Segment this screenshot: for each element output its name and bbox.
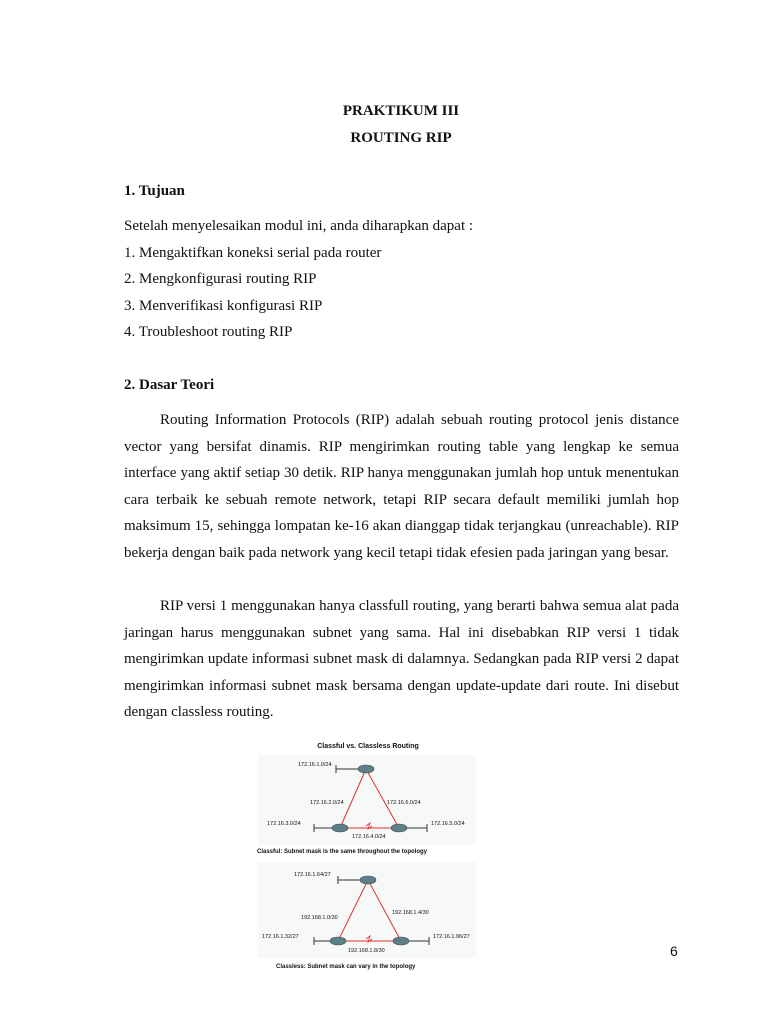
network-label: 172.16.5.0/24: [431, 821, 465, 827]
router-icon: [360, 876, 376, 884]
tujuan-intro: Setelah menyelesaikan modul ini, anda diharapkan dapat :: [124, 218, 474, 234]
classless-topology: [258, 862, 476, 970]
network-label: 192.168.1.4/30: [392, 910, 429, 916]
tujuan-item: 2. Mengkonfigurasi routing RIP: [124, 271, 317, 287]
paragraph-text: Routing Information Protocols (RIP) adalah sebuah routing protocol jenis distance vector yang bersifat dinamis. RIP mengirimkan routing table yang lengkap ke semua interface yang aktif setiap 30 detik. RIP hanya menggunakan jumlah hop untuk menentukan cara terbaik ke sebuah remote network, tetapi RIP secara default memiliki jumlah hop maksimum 15, sehingga lompatan ke-16 akan dianggap tidak terjangkau (unreachable). RIP bekerja dengan baik pada network yang kecil tetapi tidak efesien pada jaringan yang besar.: [124, 412, 679, 561]
tujuan-item: 4. Troubleshoot routing RIP: [124, 324, 293, 340]
tujuan-item: 1. Mengaktifkan koneksi serial pada router: [124, 245, 382, 261]
network-label: 172.16.2.0/24: [310, 800, 344, 806]
classless-caption: Classless: Subnet mask can vary in the topology: [276, 964, 416, 970]
document-subtitle: ROUTING RIP: [350, 130, 452, 146]
page-number: 6: [670, 943, 678, 959]
paragraph-text: RIP versi 1 menggunakan hanya classfull routing, yang berarti bahwa semua alat pada jaringan harus menggunakan subnet yang sama. Hal ini disebabkan RIP versi 1 tidak mengirimkan update informasi subnet mask di dalamnya. Sedangkan pada RIP versi 2 dapat mengirimkan informasi subnet mask bersama dengan update-update dari route. Ini disebut dengan classless routing.: [124, 598, 679, 720]
router-icon: [393, 937, 409, 945]
network-label: 172.16.1.32/27: [262, 934, 299, 940]
section-heading-dasar-teori: 2. Dasar Teori: [124, 377, 215, 393]
routing-diagram: [254, 738, 482, 974]
network-label: 172.16.3.0/24: [267, 821, 301, 827]
classful-topology: [257, 755, 476, 855]
network-label: 172.16.4.0/24: [352, 834, 386, 840]
router-icon: [330, 937, 346, 945]
network-label: 172.16.1.96/27: [433, 934, 470, 940]
router-icon: [391, 824, 407, 832]
section-heading-tujuan: 1. Tujuan: [124, 183, 185, 199]
network-label: 192.168.1.8/30: [348, 948, 385, 954]
figure-title: Classful vs. Classless Routing: [317, 743, 419, 750]
tujuan-item: 3. Menverifikasi konfigurasi RIP: [124, 298, 323, 314]
paragraph-rip-intro: [124, 407, 679, 566]
document-title: PRAKTIKUM III: [342, 103, 460, 119]
network-label: 172.16.6.0/24: [387, 800, 421, 806]
network-label: 172.16.1.64/27: [294, 872, 331, 878]
router-icon: [332, 824, 348, 832]
network-label: 192.168.1.0/30: [301, 915, 338, 921]
router-icon: [358, 765, 374, 773]
paragraph-rip-versions: [124, 593, 679, 726]
classful-caption: Classful: Subnet mask is the same throughout the topology: [257, 849, 428, 855]
network-label: 172.16.1.0/24: [298, 762, 332, 768]
routing-figure: [254, 738, 482, 974]
